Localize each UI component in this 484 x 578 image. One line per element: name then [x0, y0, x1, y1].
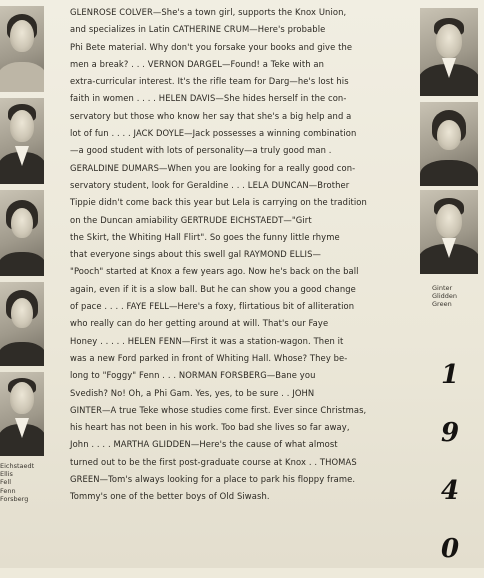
- text-line: long to "Foggy" Fenn . . . NORMAN FORSBERG—Bane you: [70, 370, 316, 381]
- text-line: on the Duncan amiability GERTRUDE EICHSTAEDT—"Girt: [70, 214, 312, 225]
- portrait-photo-fell: [0, 190, 44, 276]
- text-line: servatory but those who know her say that she's a big help and a: [70, 110, 352, 121]
- text-line: Honey . . . . . HELEN FENN—First it was a station-wagon. Then it: [70, 335, 344, 346]
- text-line: lot of fun . . . . JACK DOYLE—Jack possesses a winning combination: [70, 128, 357, 139]
- text-line: servatory student, look for Geraldine . . . LELA DUNCAN—Brother: [70, 179, 350, 190]
- text-line: GERALDINE DUMARS—When you are looking for a really good con-: [70, 162, 356, 173]
- text-line: was a new Ford parked in front of Whiting Hall. Whose? They be-: [70, 352, 348, 363]
- text-line: extra-curricular interest. It's the rifle team for Darg—he's lost his: [70, 76, 349, 87]
- caption-name: Ginter: [432, 284, 453, 292]
- portrait-photo-forsberg: [0, 372, 44, 456]
- text-line: again, even if it is a slow ball. But he can show you a good change: [70, 283, 356, 294]
- text-line: Tommy's one of the better boys of Old Siwash.: [70, 491, 270, 502]
- text-line: men a break? . . . VERNON DARGEL—Found! a Teke with an: [70, 58, 325, 69]
- portrait-photo-ellis: [0, 98, 44, 184]
- text-line: Phi Bete material. Why don't you forsake your books and give the: [70, 41, 353, 52]
- year-digit: 9: [440, 418, 460, 448]
- left-photo-caption: [0, 462, 34, 503]
- year-digit: 4: [440, 476, 460, 506]
- portrait-photo-eichstaedt: [0, 6, 44, 92]
- text-line: Tippie didn't come back this year but Lela is carrying on the tradition: [70, 197, 367, 208]
- text-line: John . . . . MARTHA GLIDDEN—Here's the cause of what almost: [70, 439, 338, 450]
- caption-name: Fenn: [0, 486, 16, 495]
- portrait-photo-fenn: [0, 282, 44, 366]
- portrait-photo-glidden: [420, 102, 478, 186]
- text-line: "Pooch" started at Knox a few years ago. Now he's back on the ball: [70, 266, 359, 277]
- portrait-photo-green: [420, 190, 478, 274]
- portrait-photo-ginter: [420, 8, 478, 96]
- text-line: GINTER—A true Teke whose studies come first. Ever since Christmas,: [70, 404, 367, 415]
- text-line: his heart has not been in his work. Too bad she lives so far away,: [70, 422, 350, 433]
- text-line: Svedish? No! Oh, a Phi Gam. Yes, yes, to be sure . . JOHN: [70, 387, 315, 398]
- text-line: the Skirt, the Whiting Hall Flirt". So goes the funny little rhyme: [70, 231, 340, 242]
- year-digit: 0: [440, 534, 460, 564]
- caption-name: Glidden: [432, 292, 458, 301]
- caption-name: Eichstaedt: [0, 462, 35, 470]
- text-line: of pace . . . . FAYE FELL—Here's a foxy, flirtatious bit of alliteration: [70, 301, 355, 312]
- text-line: GREEN—Tom's always looking for a place to park his floppy frame.: [70, 474, 356, 485]
- text-line: turned out to be the first post-graduate course at Knox . . THOMAS: [70, 456, 357, 467]
- caption-name: Ellis: [0, 470, 13, 479]
- text-line: who really can do her getting around at will. That's our Faye: [70, 318, 329, 329]
- text-line: —a good student with lots of personality—a truly good man .: [70, 145, 332, 156]
- caption-name: Forsberg: [0, 494, 29, 503]
- student-write-ups: [70, 4, 410, 506]
- caption-name: Green: [432, 300, 452, 309]
- text-line: faith in women . . . . HELEN DAVIS—She hides herself in the con-: [70, 93, 347, 104]
- text-line: and specializes in Latin CATHERINE CRUM—Here's probable: [70, 24, 326, 35]
- year-digit: 1: [440, 360, 460, 390]
- text-line: GLENROSE COLVER—She's a town girl, supports the Knox Union,: [70, 7, 347, 17]
- right-photo-caption: [432, 284, 457, 309]
- caption-name: Fell: [0, 478, 11, 487]
- year-vertical: [432, 346, 468, 578]
- text-line: that everyone sings about this swell gal RAYMOND ELLIS—: [70, 249, 321, 260]
